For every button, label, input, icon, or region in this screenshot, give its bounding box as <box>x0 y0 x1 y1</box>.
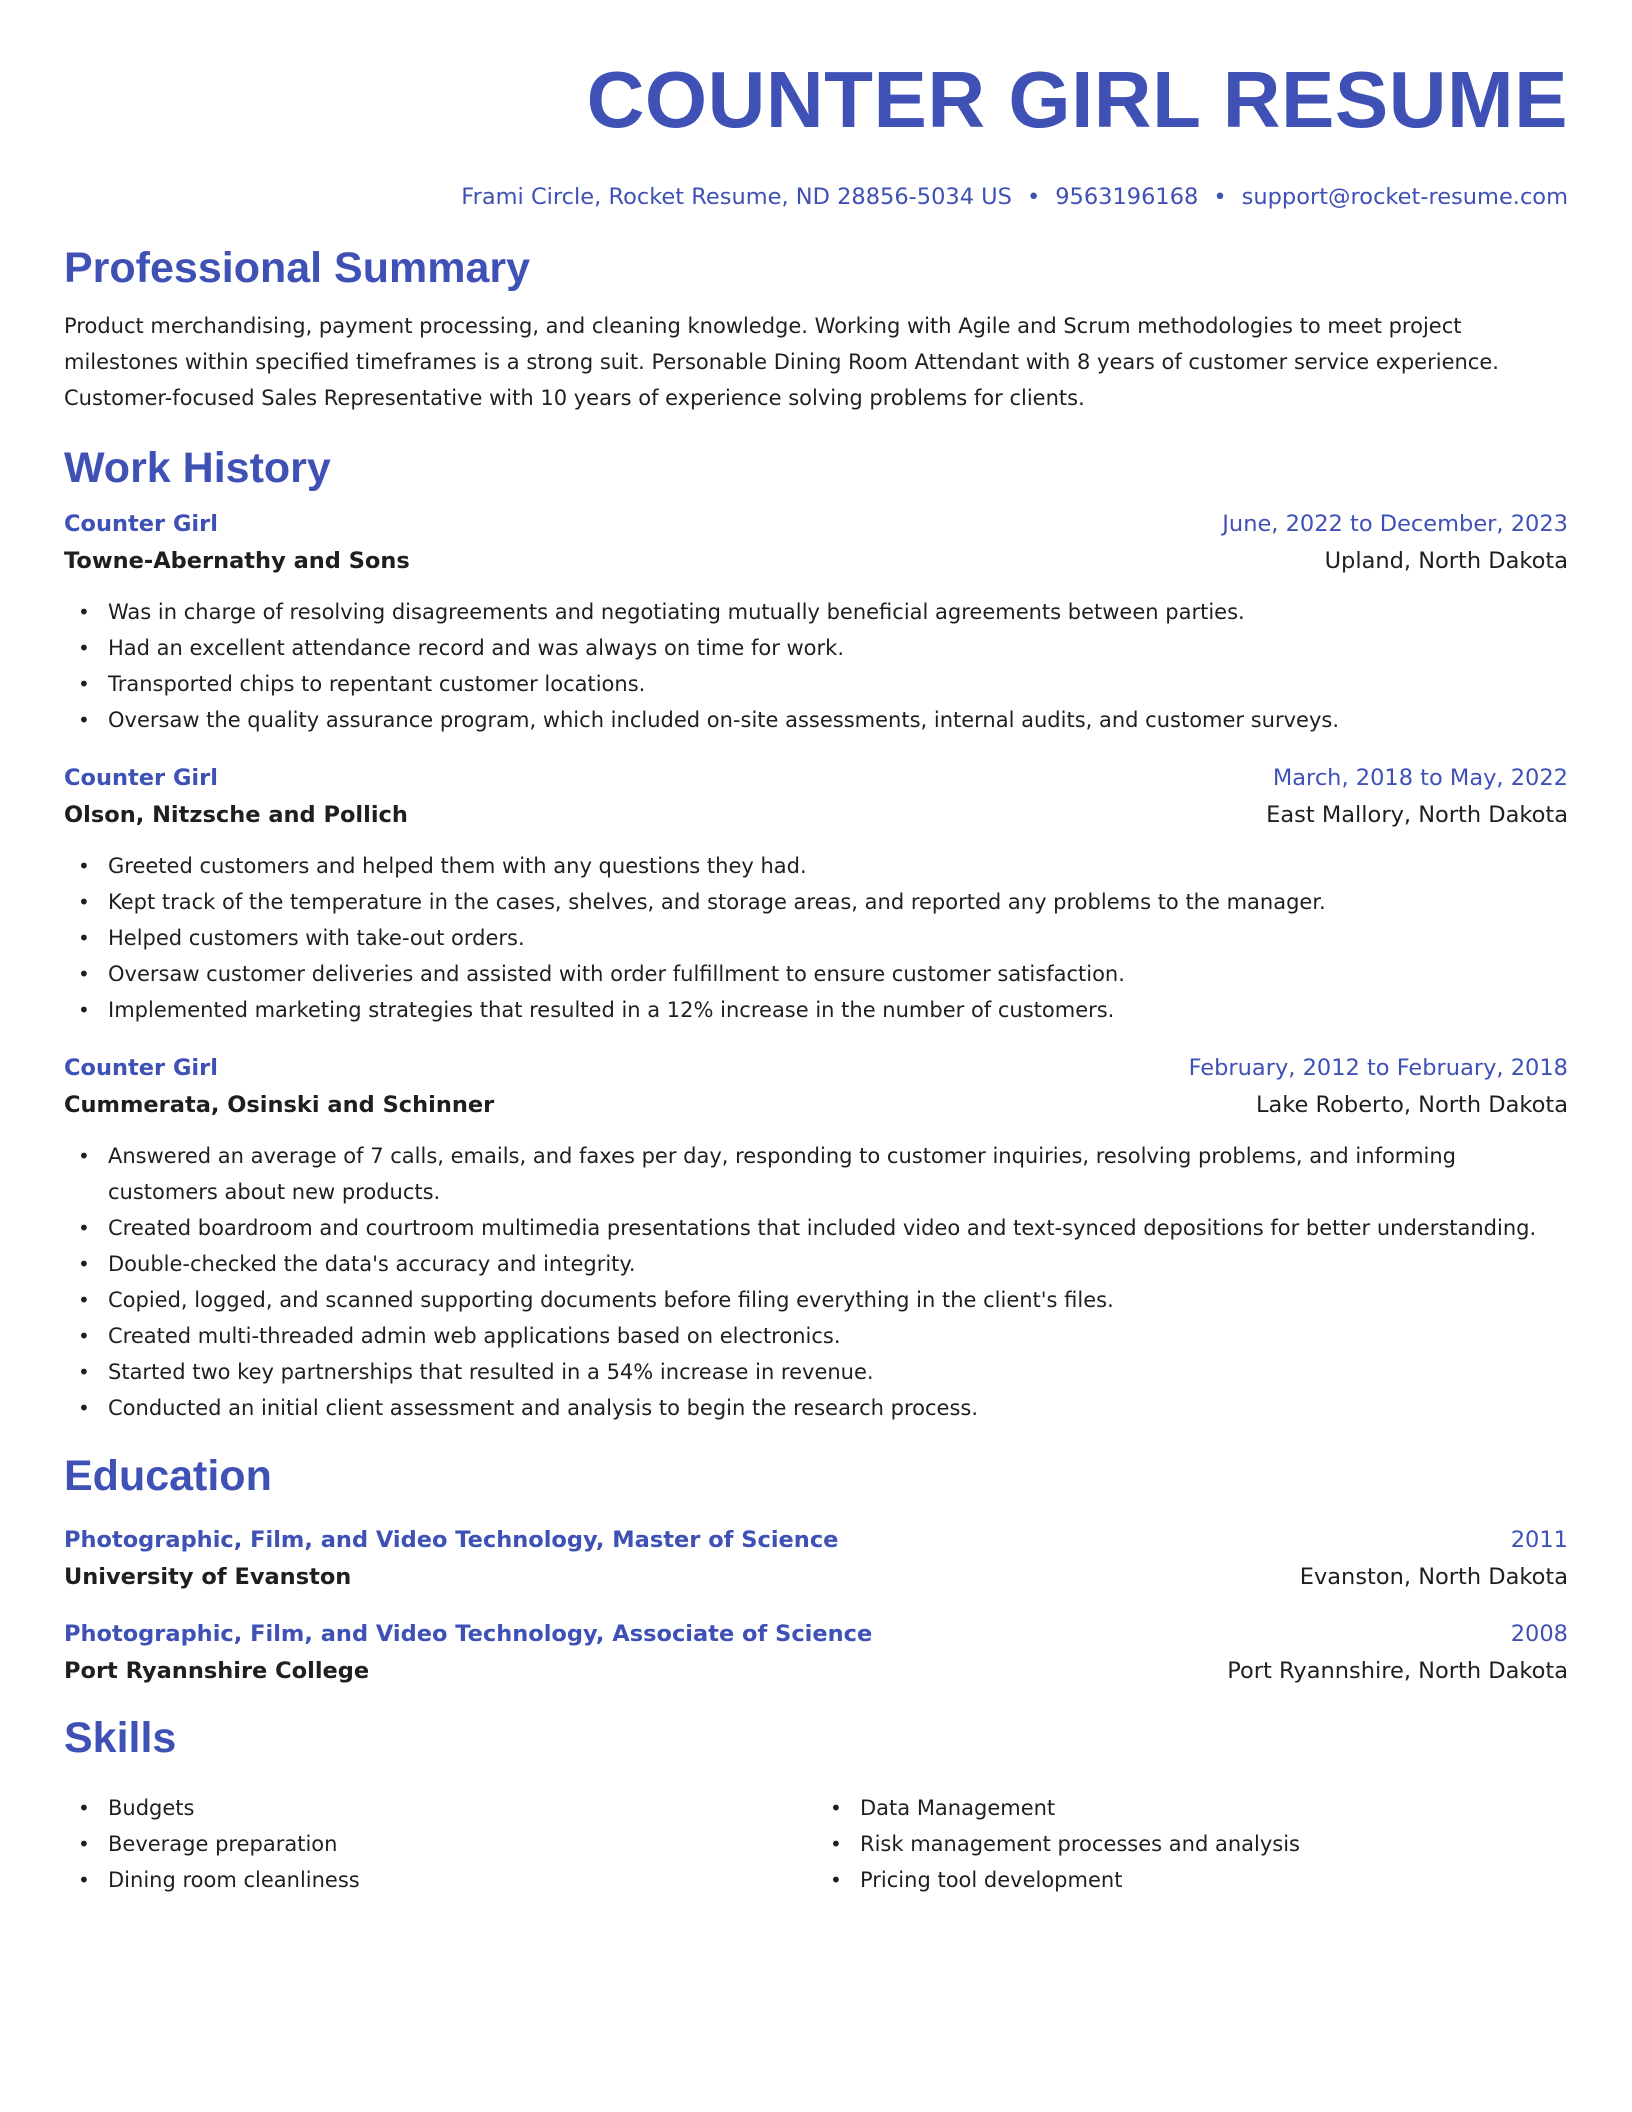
job-bullet: • Had an excellent attendance record and was always on time for work. <box>64 630 1568 666</box>
job-bullet: • Kept track of the temperature in the cases, shelves, and storage areas, and reported any problems to the manager. <box>64 884 1568 920</box>
job-subheader <box>64 542 1568 580</box>
education-location: Port Ryannshire, North Dakota <box>1227 1658 1568 1684</box>
education-header <box>64 1616 1568 1652</box>
skills-columns <box>64 1776 1568 1898</box>
job-bullet: • Conducted an initial client assessment and analysis to begin the research process. <box>64 1390 1568 1426</box>
contact-address: Frami Circle, Rocket Resume, ND 28856-5034 US <box>461 184 1012 210</box>
education-subheader <box>64 1558 1568 1596</box>
contact-separator: • <box>1026 184 1041 210</box>
job-bullet: • Transported chips to repentant customer locations. <box>64 666 1568 702</box>
job-company: Olson, Nitzsche and Pollich <box>64 802 408 828</box>
skill-item: • Beverage preparation <box>64 1826 816 1862</box>
resume-header <box>64 0 1568 212</box>
section-title-education: Education <box>64 1452 272 1500</box>
section-title-work: Work History <box>64 444 331 492</box>
section-title-summary: Professional Summary <box>64 244 531 292</box>
job-dates: June, 2022 to December, 2023 <box>1222 511 1568 537</box>
education-location: Evanston, North Dakota <box>1299 1564 1568 1590</box>
job-entry <box>64 506 1568 738</box>
job-company: Towne-Abernathy and Sons <box>64 548 410 574</box>
education-entry <box>64 1616 1568 1690</box>
job-entry <box>64 760 1568 1028</box>
summary-section <box>64 242 1568 416</box>
skill-item: • Pricing tool development <box>816 1862 1568 1898</box>
contact-phone: 9563196168 <box>1055 184 1199 210</box>
job-bullets <box>64 594 1568 738</box>
job-bullet: • Double-checked the data's accuracy and integrity. <box>64 1246 1568 1282</box>
education-degree: Photographic, Film, and Video Technology, Associate of Science <box>64 1621 873 1647</box>
skill-item: • Dining room cleanliness <box>64 1862 816 1898</box>
job-bullet: • Oversaw the quality assurance program, which included on-site assessments, internal audits, and customer surveys. <box>64 702 1568 738</box>
job-header <box>64 506 1568 542</box>
skills-section <box>64 1712 1568 1898</box>
education-year: 2011 <box>1510 1527 1568 1553</box>
contact-separator: • <box>1213 184 1227 210</box>
job-bullet: • Started two key partnerships that resulted in a 54% increase in revenue. <box>64 1354 1568 1390</box>
job-position: Counter Girl <box>64 765 218 791</box>
job-bullets <box>64 1138 1568 1426</box>
job-entry <box>64 1050 1568 1426</box>
education-year: 2008 <box>1510 1621 1568 1647</box>
job-position: Counter Girl <box>64 1055 218 1081</box>
contact-line <box>64 182 1568 212</box>
resume-title: COUNTER GIRL RESUME <box>586 55 1568 144</box>
section-title-skills: Skills <box>64 1714 177 1762</box>
job-bullet: • Created multi-threaded admin web applications based on electronics. <box>64 1318 1568 1354</box>
education-school: Port Ryannshire College <box>64 1658 370 1684</box>
job-bullet: • Oversaw customer deliveries and assisted with order fulfillment to ensure customer satisfaction. <box>64 956 1568 992</box>
skill-item: • Risk management processes and analysis <box>816 1826 1568 1862</box>
education-subheader <box>64 1652 1568 1690</box>
summary-text: Product merchandising, payment processing, and cleaning knowledge. Working with Agile and Scrum methodologies to meet project milestones within specified timeframes is a strong suit. Personable Dining Room Attendant with 8 years of customer service experience. Customer-focused Sales Representative with 10 years of experience solving problems for clients. <box>64 314 1499 410</box>
job-location: Lake Roberto, North Dakota <box>1255 1092 1568 1118</box>
job-location: East Mallory, North Dakota <box>1266 802 1568 828</box>
job-bullet: • Copied, logged, and scanned supporting documents before filing everything in the client's files. <box>64 1282 1568 1318</box>
education-entry <box>64 1522 1568 1596</box>
contact-email: support@rocket-resume.com <box>1241 184 1568 210</box>
skill-item: • Budgets <box>64 1790 816 1826</box>
job-header <box>64 760 1568 796</box>
job-bullets <box>64 848 1568 1028</box>
skill-item: • Data Management <box>816 1790 1568 1826</box>
job-bullet: • Answered an average of 7 calls, emails, and faxes per day, responding to customer inquiries, resolving problems, and informing customers about new products. <box>64 1138 1568 1210</box>
education-school: University of Evanston <box>64 1564 352 1590</box>
job-subheader <box>64 796 1568 834</box>
job-bullet: • Greeted customers and helped them with any questions they had. <box>64 848 1568 884</box>
job-bullet: • Created boardroom and courtroom multimedia presentations that included video and text-synced depositions for better understanding. <box>64 1210 1568 1246</box>
education-degree: Photographic, Film, and Video Technology, Master of Science <box>64 1527 839 1553</box>
job-location: Upland, North Dakota <box>1324 548 1568 574</box>
education-section <box>64 1450 1568 1690</box>
job-dates: March, 2018 to May, 2022 <box>1272 765 1568 791</box>
skills-column-left <box>64 1790 816 1898</box>
job-bullet: • Was in charge of resolving disagreements and negotiating mutually beneficial agreements between parties. <box>64 594 1568 630</box>
job-subheader <box>64 1086 1568 1124</box>
job-bullet: • Helped customers with take-out orders. <box>64 920 1568 956</box>
skills-column-right <box>816 1790 1568 1898</box>
work-history-section <box>64 442 1568 1426</box>
job-bullet: • Implemented marketing strategies that resulted in a 12% increase in the number of customers. <box>64 992 1568 1028</box>
job-company: Cummerata, Osinski and Schinner <box>64 1092 495 1118</box>
job-position: Counter Girl <box>64 511 218 537</box>
education-header <box>64 1522 1568 1558</box>
job-dates: February, 2012 to February, 2018 <box>1188 1055 1568 1081</box>
job-header <box>64 1050 1568 1086</box>
